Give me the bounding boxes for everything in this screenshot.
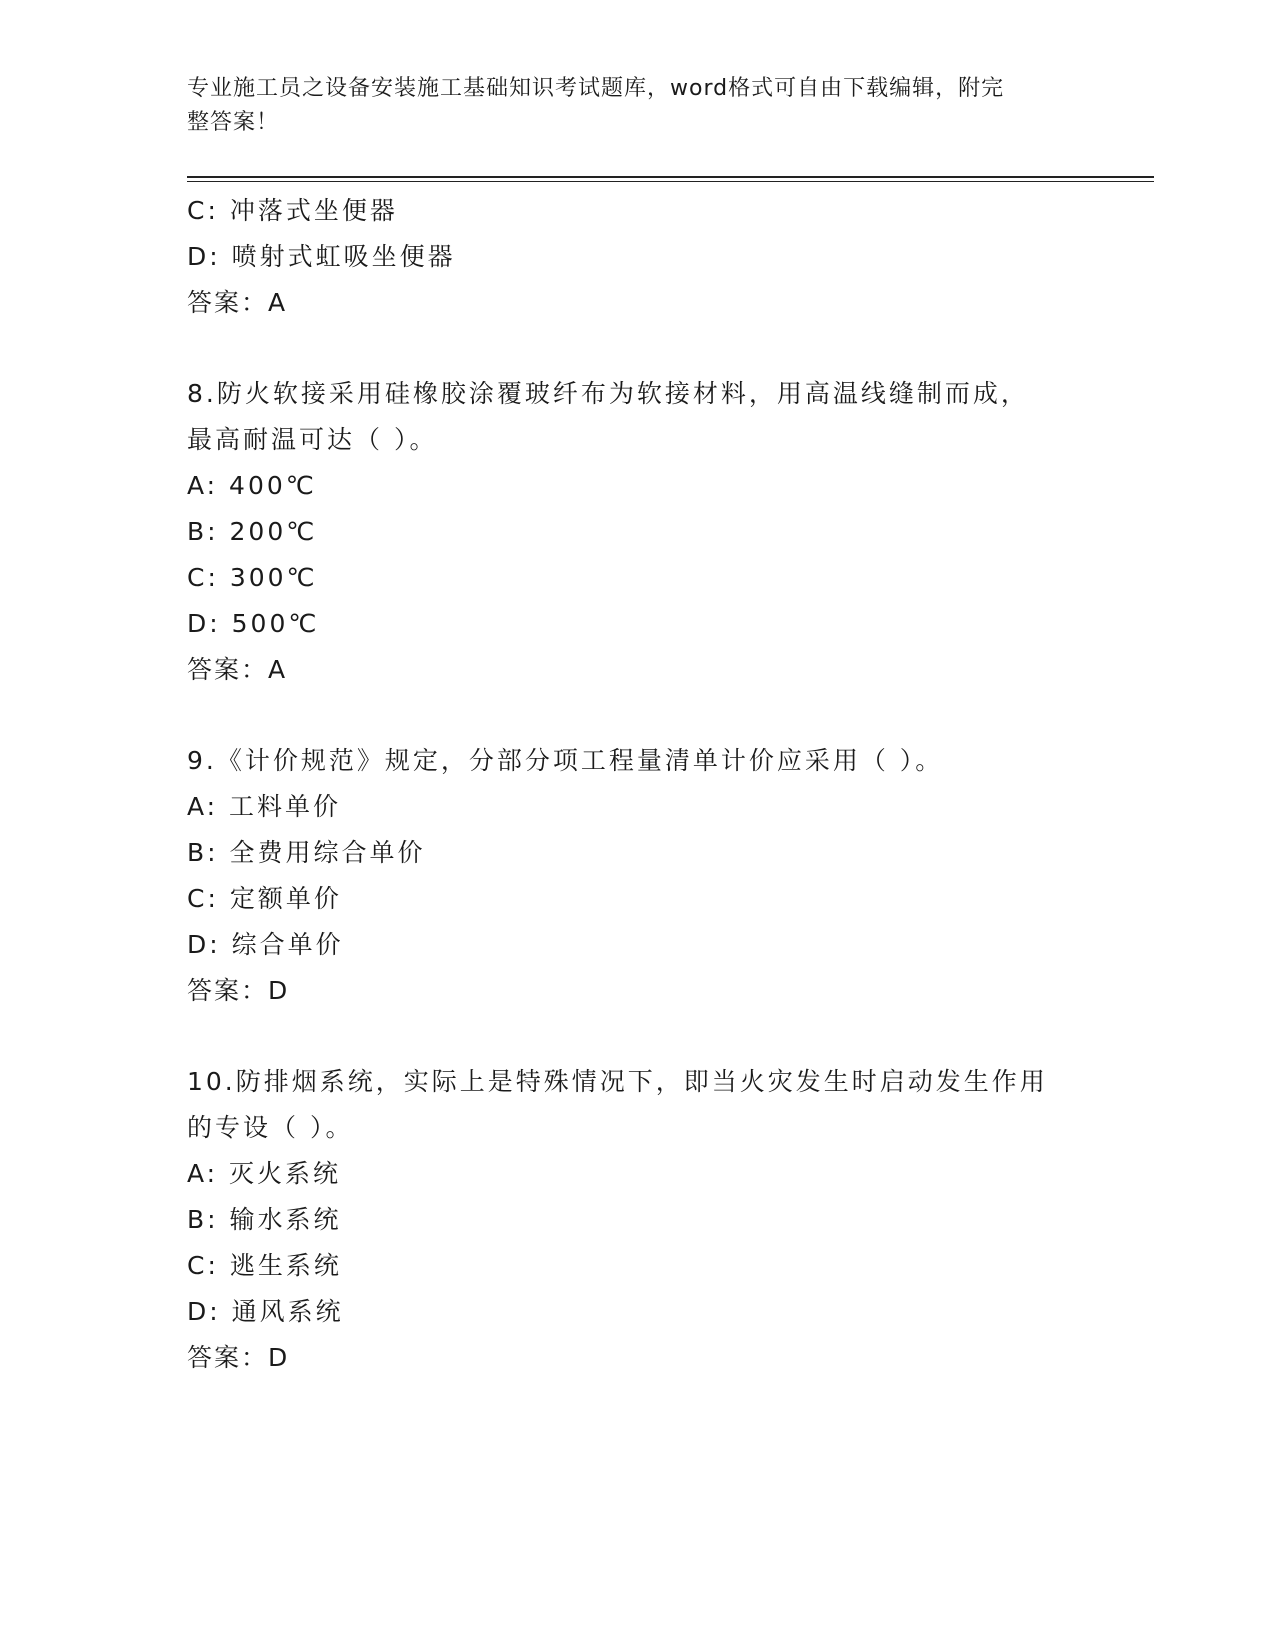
question-stem-line-1: 10.防排烟系统，实际上是特殊情况下，即当火灾发生时启动发生作用 <box>187 1067 1048 1096</box>
option-text: 500℃ <box>231 609 320 638</box>
option-a <box>187 463 1087 509</box>
answer-line <box>187 647 1087 693</box>
option-key: A: <box>187 792 219 821</box>
option-key: A: <box>187 1159 219 1188</box>
option-key: B: <box>187 517 219 546</box>
option-text: 定额单价 <box>229 884 342 913</box>
answer-line <box>187 1335 1087 1381</box>
option-b <box>187 830 1087 876</box>
header-line-2: 整答案！ <box>187 110 280 135</box>
option-c <box>187 555 1087 601</box>
option-key: B: <box>187 1205 219 1234</box>
option-c <box>187 876 1087 922</box>
option-text: 喷射式虹吸坐便器 <box>231 242 456 271</box>
question-9 <box>187 738 1087 1014</box>
question-stem-line-2: 最高耐温可达（ ）。 <box>187 425 438 454</box>
option-d <box>187 601 1087 647</box>
answer-label: 答案： <box>187 288 269 317</box>
option-key: C: <box>187 1251 219 1280</box>
option-text: 输水系统 <box>229 1205 342 1234</box>
option-a <box>187 1151 1087 1197</box>
header-rule-thin <box>187 181 1154 182</box>
question-content <box>187 188 1087 1381</box>
option-key: C: <box>187 563 219 592</box>
header-line-1: 专业施工员之设备安装施工基础知识考试题库，word格式可自由下载编辑，附完 <box>187 76 1005 101</box>
option-text: 全费用综合单价 <box>229 838 426 867</box>
option-key: A: <box>187 471 219 500</box>
answer-line <box>187 280 1087 326</box>
option-text: 工料单价 <box>229 792 342 821</box>
option-key: D: <box>187 609 221 638</box>
option-key: D: <box>187 930 221 959</box>
option-key: C: <box>187 884 219 913</box>
option-text: 灭火系统 <box>229 1159 342 1188</box>
question-stem-line-1: 8.防火软接采用硅橡胶涂覆玻纤布为软接材料，用高温线缝制而成， <box>187 379 1029 408</box>
option-key: C: <box>187 196 219 225</box>
answer-value: A <box>268 655 288 684</box>
question-stem-line-1: 9.《计价规范》规定，分部分项工程量清单计价应采用（ ）。 <box>187 746 944 775</box>
option-text: 冲落式坐便器 <box>229 196 398 225</box>
option-b <box>187 1197 1087 1243</box>
option-text: 200℃ <box>229 517 318 546</box>
answer-label: 答案： <box>187 976 269 1005</box>
option-text: 逃生系统 <box>229 1251 342 1280</box>
spacer <box>187 693 1087 738</box>
option-d <box>187 234 1087 280</box>
option-d <box>187 922 1087 968</box>
document-header <box>187 72 1067 140</box>
answer-label: 答案： <box>187 655 269 684</box>
option-key: D: <box>187 1297 221 1326</box>
spacer <box>187 326 1087 371</box>
question-8 <box>187 371 1087 693</box>
option-a <box>187 784 1087 830</box>
option-b <box>187 509 1087 555</box>
option-text: 通风系统 <box>231 1297 344 1326</box>
option-c <box>187 1243 1087 1289</box>
spacer <box>187 1014 1087 1059</box>
answer-label: 答案： <box>187 1343 269 1372</box>
answer-value: D <box>268 1343 290 1372</box>
option-key: B: <box>187 838 219 867</box>
question-7-tail <box>187 188 1087 326</box>
answer-value: A <box>268 288 288 317</box>
question-10 <box>187 1059 1087 1381</box>
option-d <box>187 1289 1087 1335</box>
header-rule-thick <box>187 176 1154 178</box>
option-text: 300℃ <box>229 563 318 592</box>
option-text: 综合单价 <box>231 930 344 959</box>
answer-line <box>187 968 1087 1014</box>
option-c <box>187 188 1087 234</box>
question-stem-line-2: 的专设（ ）。 <box>187 1113 354 1142</box>
option-key: D: <box>187 242 221 271</box>
option-text: 400℃ <box>229 471 317 500</box>
answer-value: D <box>268 976 290 1005</box>
